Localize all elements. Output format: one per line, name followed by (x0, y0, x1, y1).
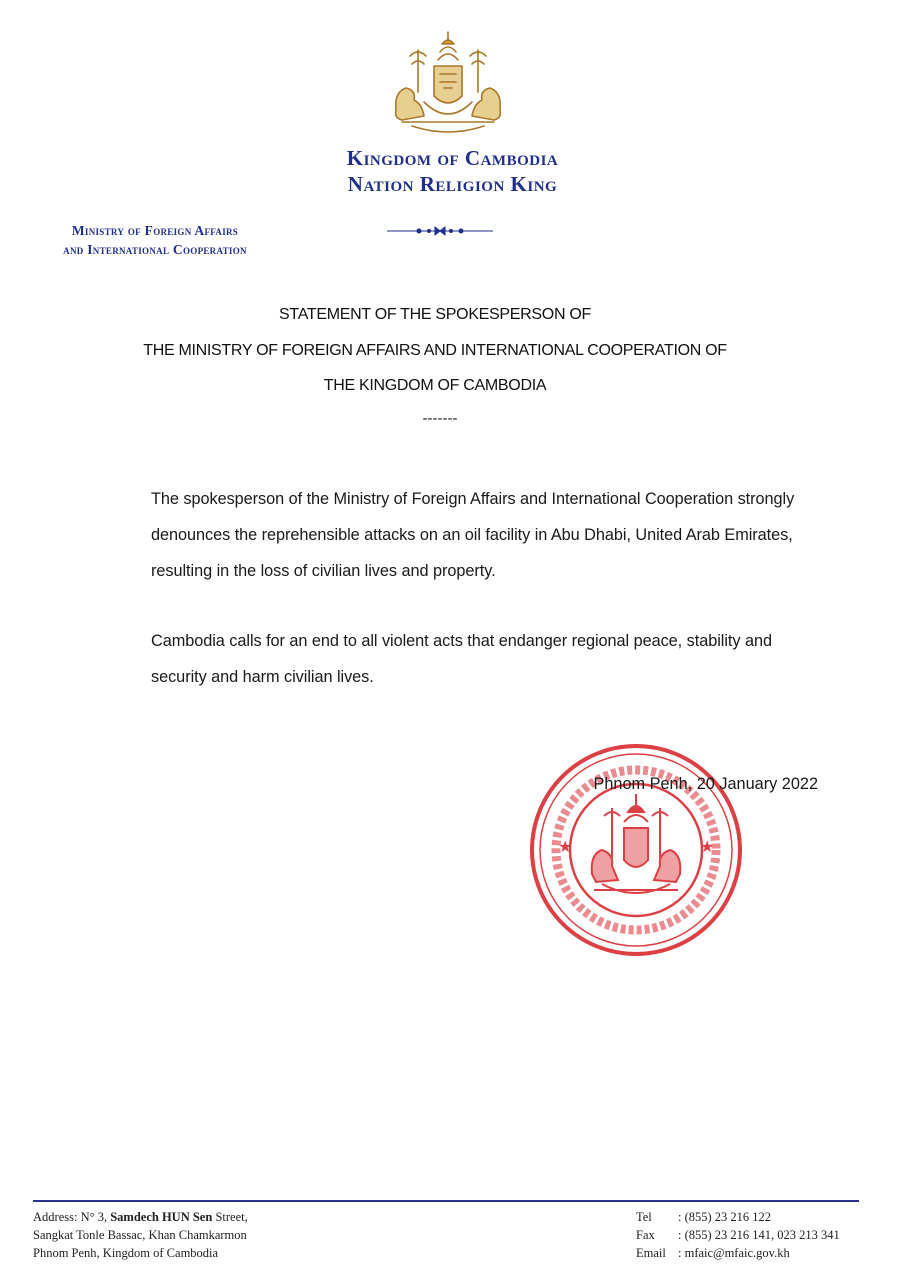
address-street: Samdech HUN Sen (110, 1210, 213, 1224)
svg-text:★: ★ (558, 837, 573, 856)
statement-heading-line1: STATEMENT OF THE SPOKESPERSON OF (279, 306, 591, 323)
footer-divider (33, 1200, 859, 1202)
address-line1: Address: N° 3, Samdech HUN Sen Street, (33, 1210, 248, 1224)
contact-email: Email : mfaic@mfaic.gov.kh (636, 1246, 790, 1260)
contact-fax: Fax : (855) 23 216 141, 023 213 341 (636, 1228, 840, 1242)
place-and-date: Phnom Penh, 20 January 2022 (593, 775, 818, 793)
footer-address (33, 1208, 453, 1262)
statement-paragraph-2: Cambodia calls for an end to all violent acts that endanger regional peace, stability and security and harm civilian lives. (151, 632, 772, 686)
kingdom-title: Kingdom of Cambodia (346, 146, 559, 170)
ornament-divider-icon (385, 224, 495, 238)
statement-paragraph-1: The spokesperson of the Ministry of Foreign Affairs and International Cooperation strongly denounces the reprehensible attacks on an oil facility in Abu Dhabi, United Arab Emirates, resulting in the loss of civilian lives and property. (151, 490, 795, 580)
address-line3: Phnom Penh, Kingdom of Cambodia (33, 1246, 219, 1260)
footer-contact (636, 1208, 896, 1262)
statement-heading-line2: THE MINISTRY OF FOREIGN AFFAIRS AND INTERNATIONAL COOPERATION OF (143, 342, 727, 359)
email-address: : mfaic@mfaic.gov.kh (678, 1246, 790, 1260)
coat-of-arms-icon (388, 30, 508, 138)
kingdom-motto: Nation Religion King (347, 172, 558, 196)
ministry-name-line2: and International Cooperation (63, 242, 247, 257)
ministry-name-line1: Ministry of Foreign Affairs (71, 223, 239, 238)
statement-heading-line3: THE KINGDOM OF CAMBODIA (323, 377, 547, 394)
address-line2: Sangkat Tonle Bassac, Khan Chamkarmon (33, 1228, 247, 1242)
heading-separator: ------- (422, 410, 458, 427)
svg-text:★: ★ (700, 837, 715, 856)
contact-tel: Tel : (855) 23 216 122 (636, 1210, 772, 1224)
